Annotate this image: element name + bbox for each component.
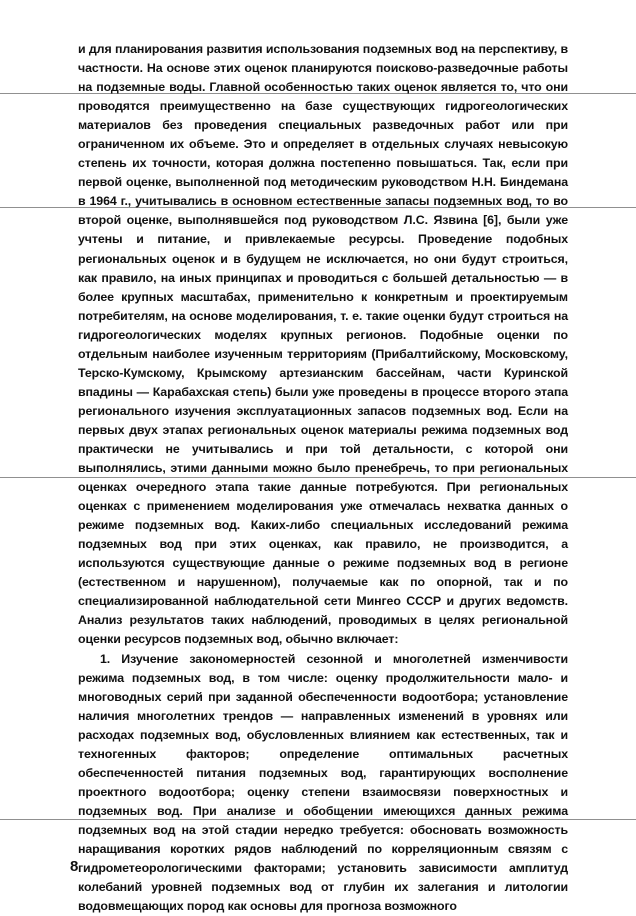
page-number: 8	[70, 858, 78, 875]
body-text	[78, 40, 568, 916]
paragraph-intro: и для планирования развития использования подземных вод на перспективу, в частности. На основе этих оценок планируются поисково-разведочные работы на подземные воды. Главной особенностью таких оценок является то, что они проводятся преимущественно на базе существующих гидрогеологических материалов без проведения специальных разведочных работ или при ограниченном их объеме. Это и определяет в отдельных случаях невысокую степень их точности, которая должна постепенно повышаться. Так, если при первой оценке, выполненной под методическим руководством Н.Н. Биндемана в 1964 г., учитывались в основном естественные запасы подземных вод, то во второй оценке, выполнявшейся под руководством Л.С. Язвина [6], были уже учтены и питание, и привлекаемые ресурсы. Проведение подобных региональных оценок и в будущем не исключается, но они будут строиться, как правило, на иных принципах и проводиться с большей детальностью — в более крупных масштабах, применительно к конкретным и проектируемым потребителям, на основе моделирования, т. е. такие оценки будут строиться на гидрогеологических моделях крупных регионов. Подобные оценки по отдельным наиболее изученным территориям (Прибалтийскому, Московскому, Терско-Кумскому, Крымскому артезианским бассейнам, части Куринской впадины — Карабахская степь) были уже проведены в процессе второго этапа регионального изучения эксплуатационных запасов подземных вод. Если на первых двух этапах региональных оценок материалы режима подземных вод практически не учитывались и при той детальности, с которой они выполнялись, этими данными можно было пренебречь, то при региональных оценках очередного этапа такие данные потребуются. При региональных оценках с применением моделирования уже отмечалась нехватка данных о режиме подземных вод. Каких-либо специальных исследований режима подземных вод при этих оценках, как правило, не производится, а используются существующие данные о режиме подземных вод в регионе (естественном и нарушенном), получаемые как по опорной, так и по специализированной наблюдательной сети Мингео СССР и других ведомств. Анализ результатов таких наблюдений, проводимых в целях региональной оценки ресурсов подземных вод, обычно включает:	[78, 40, 568, 650]
paragraph-item-1: 1. Изучение закономерностей сезонной и многолетней изменчивости режима подземных вод, в том числе: оценку продолжительности мало- и многоводных серий при заданной обеспеченности водоотбора; установление наличия многолетних трендов — направленных изменений в уровнях или расходах подземных вод, обусловленных влиянием как естественных, так и техногенных факторов; определение оптимальных расчетных обеспеченностей питания подземных вод, гарантирующих восполнение проектного водоотбора; оценку степени взаимосвязи поверхностных и подземных вод. При анализе и обобщении имеющихся данных режима подземных вод на этой стадии нередко требуется: обосновать возможность наращивания коротких рядов наблюдений по корреляционным связям с гидрометеорологическими факторами; установить зависимости амплитуд колебаний уровней подземных вод от глубин их залегания и литологии водовмещающих пород как основы для прогноза возможного	[78, 650, 568, 916]
